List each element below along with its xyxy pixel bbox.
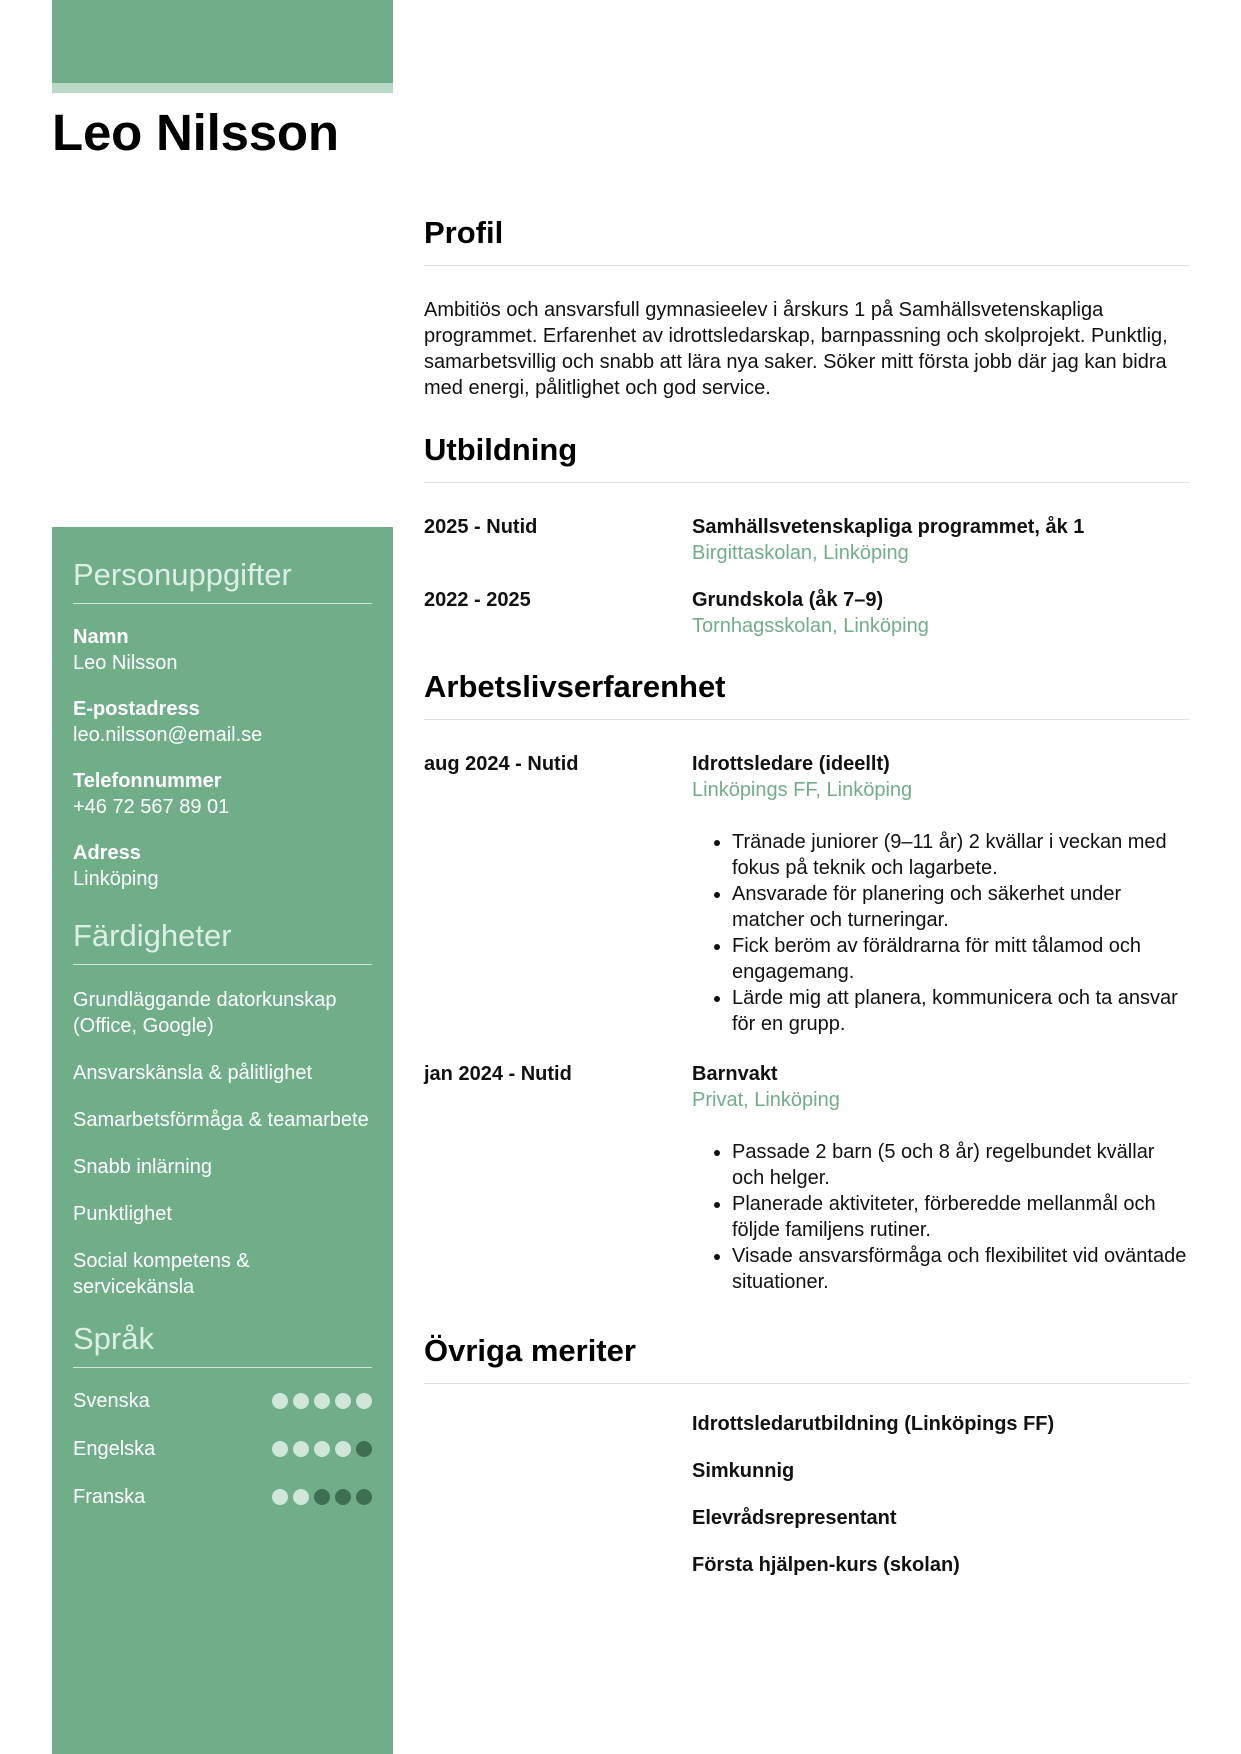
level-dot-filled [272,1393,288,1409]
field-value: +46 72 567 89 01 [73,796,230,818]
language-row [73,1436,372,1462]
field-label: Namn [73,626,129,648]
entry-body [692,1061,1189,1295]
level-dot-filled [314,1393,330,1409]
education-heading: Utbildning [424,432,1189,483]
bullet-item: • Lärde mig att planera, kommunicera och ta ansvar för en grupp. [732,985,1189,1037]
entry-body [692,751,1189,1037]
entry-bullets [692,1139,1189,1295]
field-name [73,624,372,676]
level-dot-filled [314,1441,330,1457]
entry-body [692,514,1189,566]
skill-item: Snabb inlärning [73,1156,212,1178]
field-phone [73,768,372,820]
entry-title: Grundskola (åk 7–9) [692,589,884,611]
entry-date: jan 2024 - Nutid [424,1063,572,1085]
entry-title: Idrottsledare (ideellt) [692,753,890,775]
language-level-dots [272,1393,372,1409]
language-row [73,1388,372,1414]
language-level-dots [272,1441,372,1457]
entry-date: 2022 - 2025 [424,589,531,611]
skill-item: Samarbetsförmåga & teamarbete [73,1109,369,1131]
entry-body [692,587,1189,639]
field-address [73,840,372,892]
field-value: leo.nilsson@email.se [73,724,263,746]
level-dot-empty [356,1441,372,1457]
entry-org: Tornhagsskolan, Linköping [692,615,929,637]
merits-heading: Övriga meriter [424,1333,1189,1384]
entry-title: Barnvakt [692,1063,778,1085]
bullet-item: • Visade ansvarsförmåga och flexibilitet vid oväntade situationer. [732,1243,1189,1295]
merit-item: Elevrådsrepresentant [692,1507,897,1529]
level-dot-filled [293,1393,309,1409]
field-label: Adress [73,842,141,864]
level-dot-filled [293,1441,309,1457]
merit-item: Idrottsledarutbildning (Linköpings FF) [692,1413,1055,1435]
skill-item: Punktlighet [73,1203,172,1225]
field-email [73,696,372,748]
entry-bullets [692,829,1189,1037]
entry-org: Privat, Linköping [692,1089,840,1111]
entry-date: aug 2024 - Nutid [424,753,579,775]
field-value: Leo Nilsson [73,652,178,674]
level-dot-empty [335,1489,351,1505]
field-label: Telefonnummer [73,770,222,792]
skills-heading: Färdigheter [73,918,372,965]
merit-item: Första hjälpen-kurs (skolan) [692,1554,960,1576]
bullet-item: • Tränade juniorer (9–11 år) 2 kvällar i veckan med fokus på teknik och lagarbete. [732,829,1189,881]
skills-list [73,987,372,1300]
entry-date: 2025 - Nutid [424,516,538,538]
skill-item: Ansvarskänsla & pålitlighet [73,1062,313,1084]
entry-org: Birgittaskolan, Linköping [692,542,909,564]
level-dot-empty [314,1489,330,1505]
language-row [73,1484,372,1510]
bullet-item: • Passade 2 barn (5 och 8 år) regelbundet kvällar och helger. [732,1139,1189,1191]
level-dot-filled [356,1393,372,1409]
entry-org: Linköpings FF, Linköping [692,779,913,801]
field-label: E-postadress [73,698,200,720]
field-value: Linköping [73,868,159,890]
language-name: Engelska [73,1437,156,1460]
language-name: Franska [73,1485,146,1508]
level-dot-filled [272,1489,288,1505]
bullet-item: • Ansvarade för planering och säkerhet under matcher och turneringar. [732,881,1189,933]
profile-heading: Profil [424,215,1189,266]
entry-title: Samhällsvetenskapliga programmet, åk 1 [692,516,1085,538]
bullet-item: • Fick beröm av föräldrarna för mitt tålamod och engagemang. [732,933,1189,985]
level-dot-filled [272,1441,288,1457]
language-name: Svenska [73,1389,150,1412]
page-title: Leo Nilsson [52,104,339,161]
header-accent-stripe [52,83,393,93]
level-dot-filled [293,1489,309,1505]
skill-item: Social kompetens & servicekänsla [73,1250,250,1298]
merits-list [692,1411,1189,1599]
merit-item: Simkunnig [692,1460,795,1482]
skill-item: Grundläggande datorkunskap (Office, Google) [73,989,337,1037]
bullet-item: • Planerade aktiviteter, förberedde mellanmål och följde familjens rutiner. [732,1191,1189,1243]
language-level-dots [272,1489,372,1505]
experience-heading: Arbetslivserfarenhet [424,669,1189,720]
sidebar [52,527,393,1754]
level-dot-filled [335,1441,351,1457]
level-dot-empty [356,1489,372,1505]
languages-heading: Språk [73,1321,372,1368]
level-dot-filled [335,1393,351,1409]
header-color-band [52,0,393,83]
profile-text: Ambitiös och ansvarsfull gymnasieelev i årskurs 1 på Samhällsvetenskapliga programmet. Erfarenhet av idrottsledarskap, barnpassning och skolprojekt. Punktlig, samarbetsvillig och snabb att lära nya saker. Söker mitt första jobb där jag kan bidra med energi, pålitlighet och god service. [424,299,1168,399]
personal-info-heading: Personuppgifter [73,557,372,604]
